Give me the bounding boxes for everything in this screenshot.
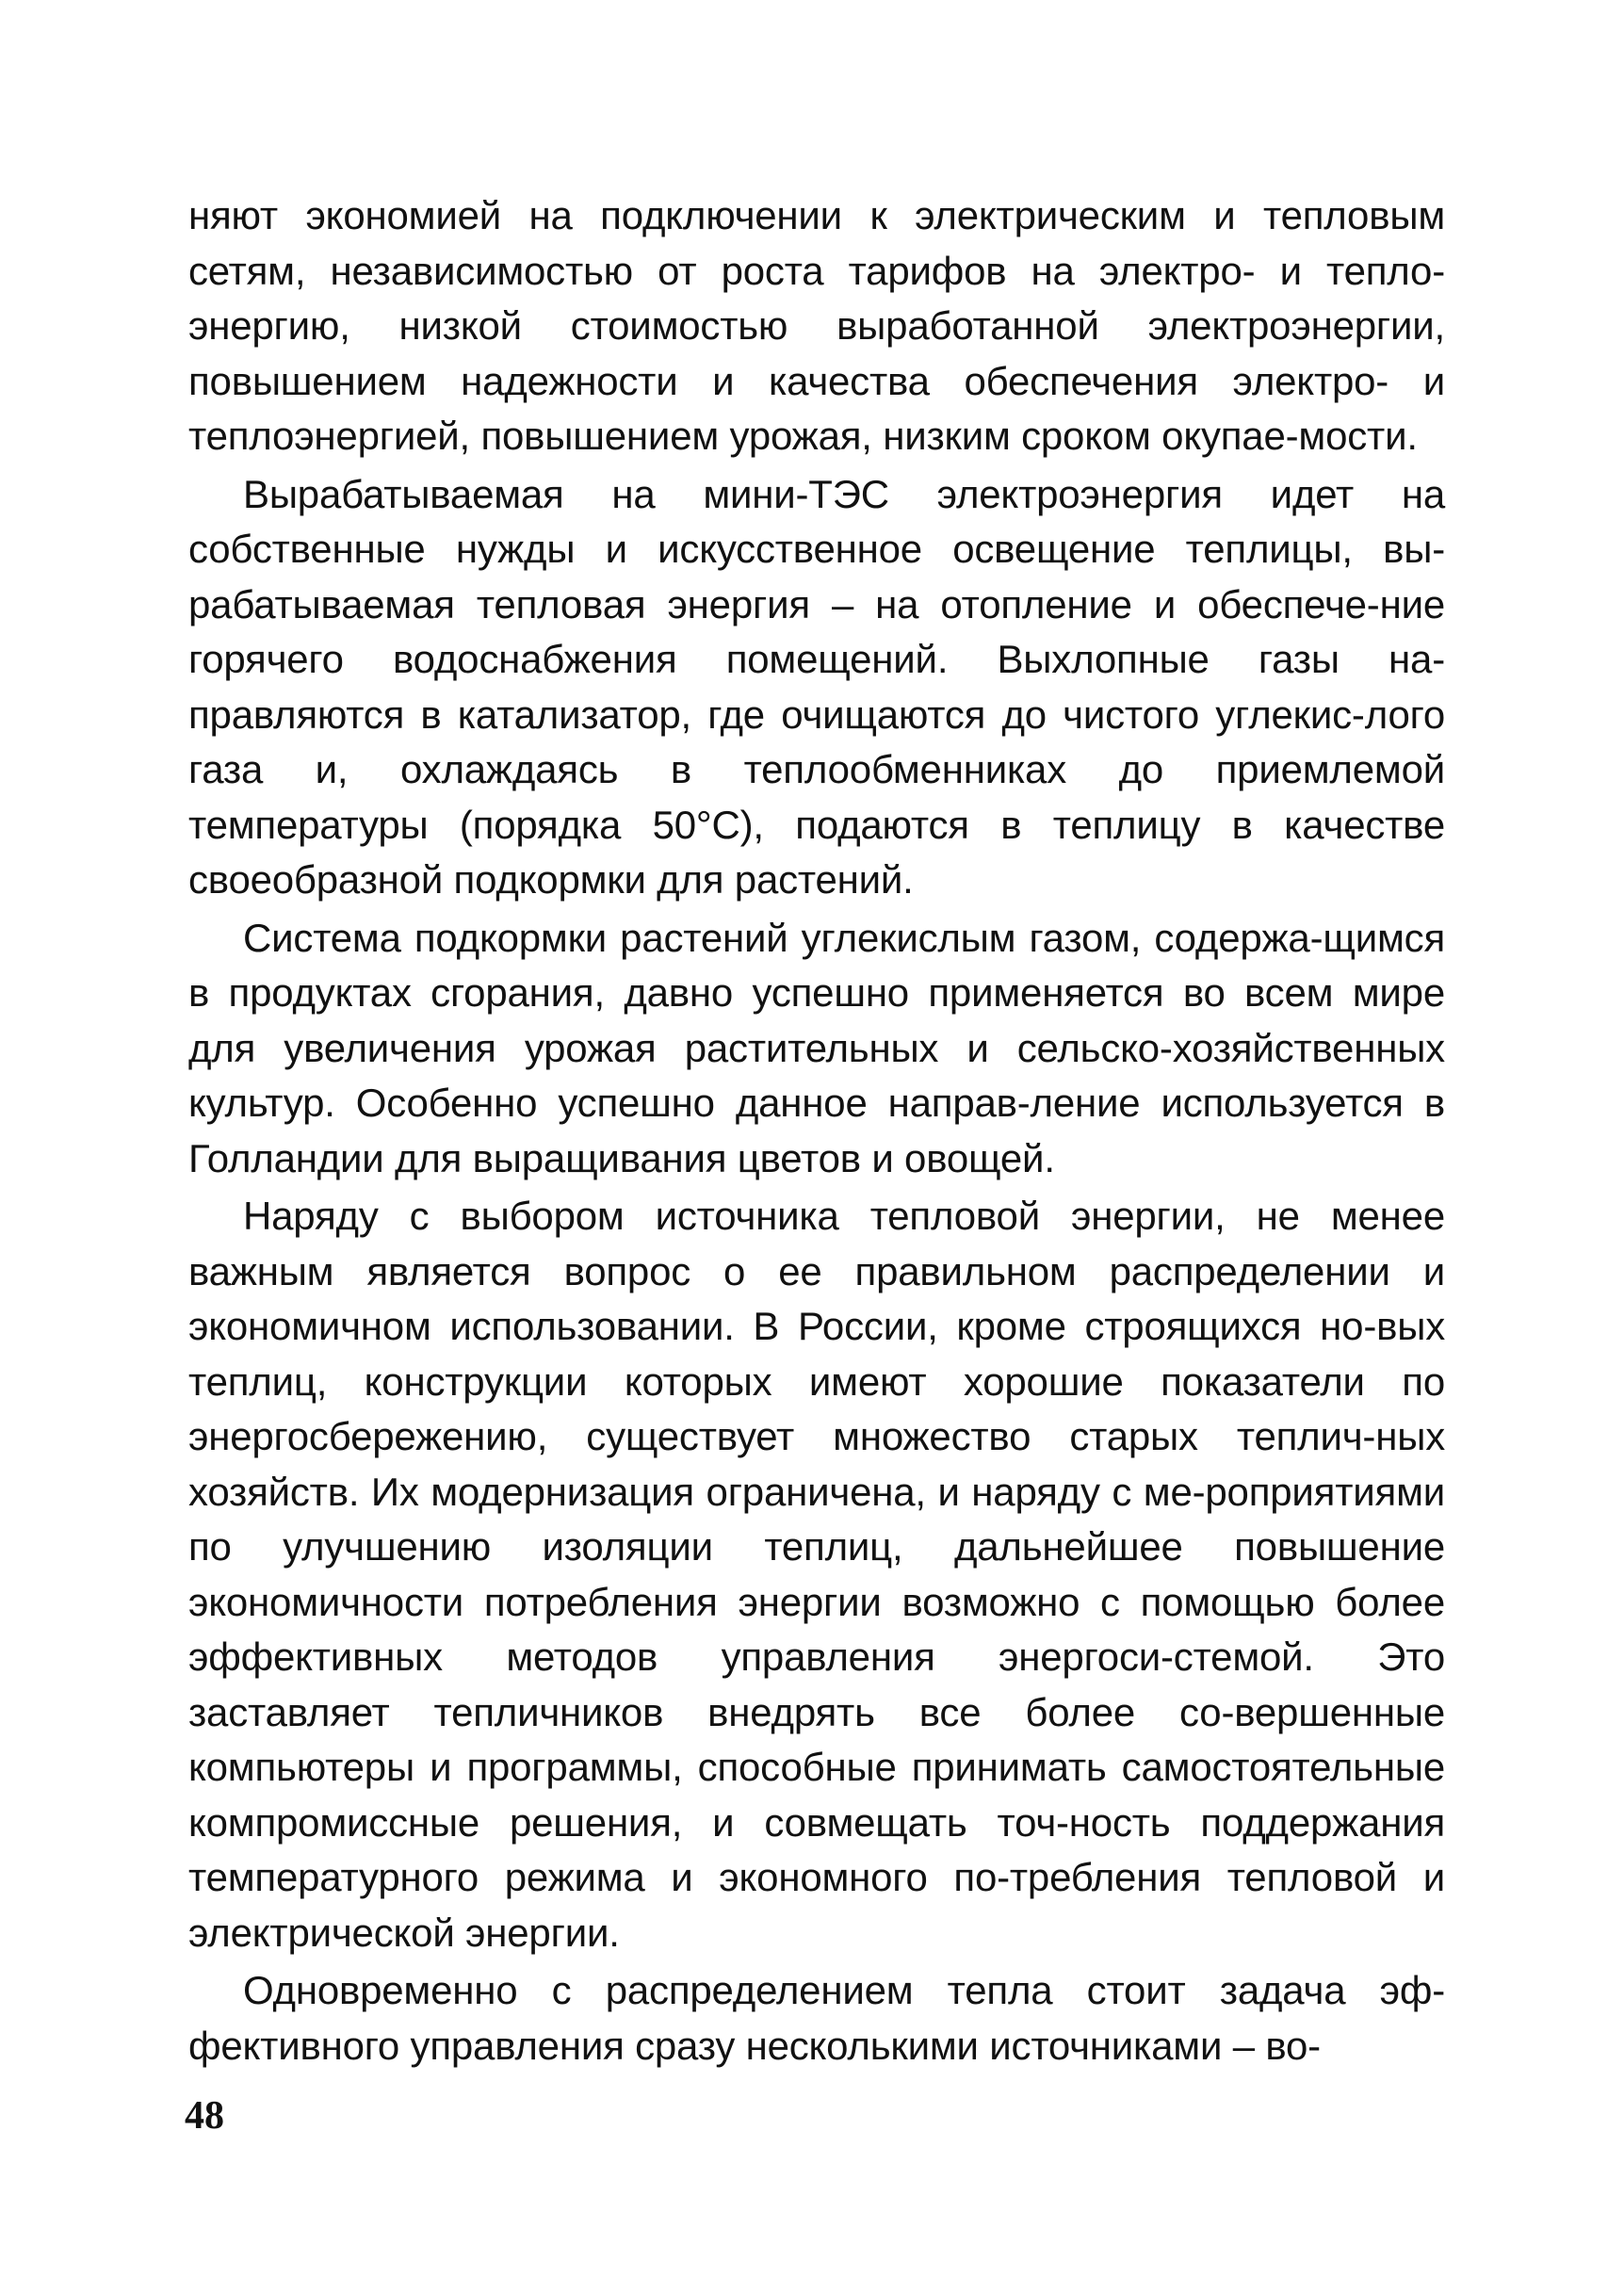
- page-body: [188, 188, 1445, 2073]
- paragraph-5: Одновременно с распределением тепла стоит задача эф-фективного управления сразу несколькими источниками – во-: [188, 1968, 1445, 2068]
- paragraph-2: Вырабатываемая на мини-ТЭС электроэнергия идет на собственные нужды и искусственное освещение теплицы, вы-рабатываемая тепловая энергия – на отопление и обеспече-ние горячего водоснабжения помещений. Выхлопные газы на-правляются в катализатор, где очищаются до чистого углекис-лого газа и, охлаждаясь в теплообменниках до приемлемой температуры (порядка 50°С), подаются в теплицу в качестве своеобразной подкормки для растений.: [188, 471, 1445, 902]
- paragraph-4: Наряду с выбором источника тепловой энергии, не менее важным является вопрос о ее правильном распределении и экономичном использовании. В России, кроме строящихся но-вых теплиц, конструкции которых имеют хорошие показатели по энергосбережению, существует множество старых теплич-ных хозяйств. Их модернизация ограничена, и наряду с ме-роприятиями по улучшению изоляции теплиц, дальнейшее повышение экономичности потребления энергии возможно с помощью более эффективных методов управления энергоси-стемой. Это заставляет тепличников внедрять все более со-вершенные компьютеры и программы, способные принимать самостоятельные компромиссные решения, и совмещать точ-ность поддержания температурного режима и экономного по-требления тепловой и электрической энергии.: [188, 1194, 1445, 1955]
- page-number: 48: [185, 2094, 224, 2138]
- paragraph-3: Система подкормки растений углекислым газом, содержа-щимся в продуктах сгорания, давно успешно применяется во всем мире для увеличения урожая растительных и сельско-хозяйственных культур. Особенно успешно данное направ-ление используется в Голландии для выращивания цветов и овощей.: [188, 915, 1445, 1180]
- paragraph-1: няют экономией на подключении к электрическим и тепловым сетям, независимостью от роста тарифов на электро- и тепло-энергию, низкой стоимостью выработанной электроэнергии, повышением надежности и качества обеспечения электро- и теплоэнергией, повышением урожая, низким сроком окупае-мости.: [188, 193, 1445, 458]
